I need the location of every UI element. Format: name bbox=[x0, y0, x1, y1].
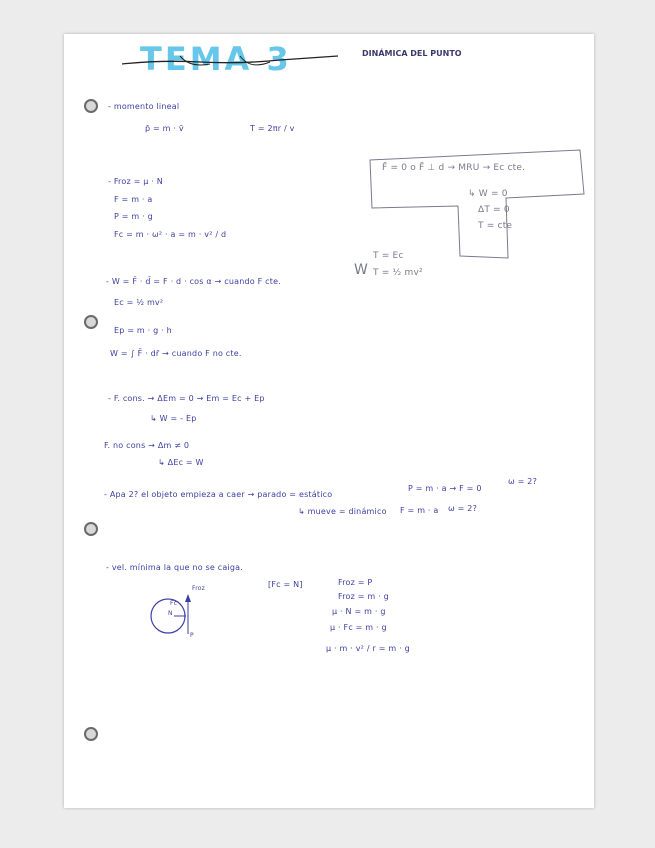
vel-eq-1: Froz = m · g bbox=[338, 592, 389, 601]
fc-n-eq: Fc = N bbox=[271, 580, 300, 589]
box-line-1: F̄ = 0 o F̄ ⊥ d → MRU → Ec cte. bbox=[382, 163, 526, 173]
velocidad-bracket: [Fc = N] bbox=[268, 580, 303, 589]
trabajo-1: Ec = ½ mv² bbox=[114, 298, 164, 307]
circle-diagram bbox=[148, 590, 218, 650]
trabajo-3: W = ∫ F̄ · dr̄ → cuando F no cte. bbox=[110, 349, 242, 358]
apartado-left-1: - Apa 2? el objeto empieza a caer → parado = estático bbox=[104, 490, 333, 499]
vel-eq-3: μ · Fc = m · g bbox=[330, 623, 387, 632]
vel-eq-0: Froz = P bbox=[338, 578, 373, 587]
binder-hole-2 bbox=[84, 315, 98, 329]
fuerza-1: F = m · a bbox=[114, 195, 153, 204]
fuerza-0: - Froz = μ · N bbox=[108, 177, 163, 186]
binder-hole-4 bbox=[84, 727, 98, 741]
cons-3: ↳ ΔEc = W bbox=[158, 458, 204, 467]
side-w: W bbox=[354, 262, 369, 278]
fig-n: N bbox=[168, 610, 173, 617]
apartado-right-1b: ω = 2? bbox=[508, 477, 538, 486]
momento-eq-t: T = 2πr / v bbox=[250, 124, 295, 133]
apartado-right-2b: ω = 2? bbox=[448, 504, 478, 513]
page-subtitle: DINÁMICA DEL PUNTO bbox=[362, 49, 462, 58]
fig-p: P bbox=[190, 632, 194, 639]
momento-eq-p: p̄ = m · v̄ bbox=[145, 124, 184, 133]
apartado-right-1: P = m · a → F = 0 bbox=[408, 484, 482, 493]
page-title: TEMA 3 bbox=[140, 40, 292, 78]
side-line-2: T = ½ mv² bbox=[373, 268, 423, 278]
fuerza-3: Fc = m · ω² · a = m · v² / d bbox=[114, 230, 227, 239]
fuerza-2: P = m · g bbox=[114, 212, 153, 221]
vel-eq-2: μ · N = m · g bbox=[332, 607, 386, 616]
fig-fc: Fc bbox=[170, 600, 178, 607]
trabajo-0: - W = F̄ · d̄ = F · d · cos α → cuando F cte. bbox=[106, 277, 281, 286]
title-scribble bbox=[120, 46, 340, 76]
binder-hole-3 bbox=[84, 522, 98, 536]
side-line-1: T = Ec bbox=[373, 251, 404, 261]
trabajo-2: Ep = m · g · h bbox=[114, 326, 172, 335]
apartado-right-2: F = m · a bbox=[400, 506, 439, 515]
box-line-4: T = cte bbox=[478, 221, 513, 231]
fig-froz: Froz bbox=[192, 585, 205, 592]
velocidad-label: - vel. mínima la que no se caiga. bbox=[106, 563, 244, 572]
cons-0: - F. cons. → ΔEm = 0 → Em = Ec + Ep bbox=[108, 394, 265, 403]
cons-1: ↳ W = - Ep bbox=[150, 414, 197, 423]
binder-hole-1 bbox=[84, 99, 98, 113]
box-line-3: ΔT = 0 bbox=[478, 205, 510, 215]
vel-eq-4: μ · m · v² / r = m · g bbox=[326, 644, 410, 653]
momento-label: - momento lineal bbox=[108, 102, 180, 111]
apartado-left-2: ↳ mueve = dinámico bbox=[298, 507, 387, 516]
box-line-2: ↳ W = 0 bbox=[468, 189, 508, 199]
cons-2: F. no cons → Δm ≠ 0 bbox=[104, 441, 190, 450]
